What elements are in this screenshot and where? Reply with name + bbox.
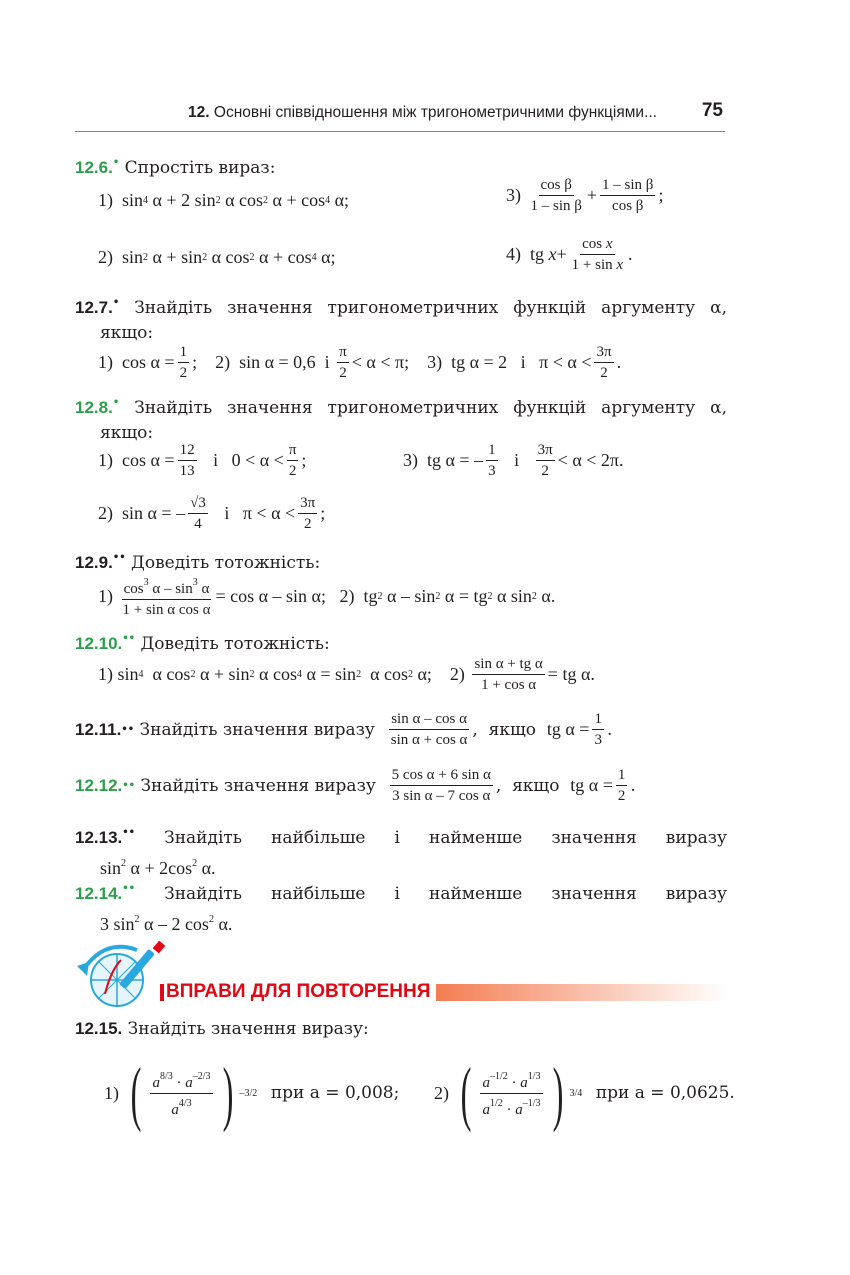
exercise-12-9: 12.9.•• Доведіть тотожність: — [75, 552, 321, 573]
exercise-12-11: 12.11. •• Знайдіть значення виразу sin α – cos α sin α + cos α , якщо tg α = $\frac{1}{3}$ . — [75, 711, 613, 748]
exercise-number: 12.12. — [75, 775, 123, 795]
exercise-number: 12.6. — [75, 158, 113, 177]
exercise-number: 12.15. — [75, 1019, 123, 1038]
exercise-12-6: 12.6.• Спростіть вираз: — [75, 157, 276, 178]
ex-12-7-items: 1) cos α = 1 2 ; 2) sin α = 0,6 і π 2 < α < π; 3) tg α = 2 і π < α < 3π 2 . — [98, 344, 622, 381]
exercise-12-14: 12.14.•• Знайдіть найбільше і найменше значення виразу 3 $\sin^2 \alpha - 2$ $\cos^2 \alpha$. — [75, 883, 727, 934]
exercise-12-12: 12.12. •• Знайдіть значення виразу 5 cos α + 6 sin α 3 sin α – 7 cos α , якщо tg α = $\frac{1}{2}$ . — [75, 767, 636, 804]
exercise-number: 12.7. — [75, 298, 113, 317]
ex-12-15-item-2: 2) ( $a^{-1/2} \cdot a^{1/3}$ $a^{1/2} \cdot a^{-1/3}$ ) 3/4 при a = 0,0625. — [434, 1053, 735, 1133]
ex-12-15-item-1: 1) ( $a^{8/3} \cdot a^{-2/3}$ $a^{4/3}$ ) –3/2 при a = 0,008; — [104, 1053, 400, 1133]
exercise-number: 12.8. — [75, 398, 113, 417]
exercise-number: 12.11. — [75, 719, 122, 739]
ex-12-10-items: 1) sin 4 α cos 2 α + sin 2 α cos 4 α = sin 2 α cos 2 α; 2) sin α + tg α 1 + cos α = tg α. — [98, 656, 595, 693]
exercise-number: 12.13. — [75, 828, 123, 847]
page-number: 75 — [701, 100, 723, 121]
ex-12-6-item-4: 4) tg x + cos x 1 + sin x . — [506, 236, 633, 273]
ex-12-8-item-3: 3) tg α = – 1 3 і 3π 2 < α < 2π. — [403, 442, 624, 479]
exercise-12-7: 12.7.• Знайдіть значення тригонометричних функцій аргументу α, якщо: — [75, 297, 727, 343]
ex-12-8-item-1: 1) cos α = 12 13 і 0 < α < π 2 ; — [98, 442, 307, 479]
exercise-text: Спростіть вираз: — [124, 158, 276, 178]
review-exercises-banner — [75, 940, 727, 1010]
exercise-12-8: 12.8.• Знайдіть значення тригонометричних функцій аргументу α, якщо: — [75, 397, 727, 443]
ex-12-8-item-2: 2) sin α = – √3 4 і π < α < 3π 2 ; — [98, 495, 326, 532]
ex-12-6-item-1: 1) sin 4 α + 2 sin 2 α cos 2 α + cos 4 α; — [98, 190, 350, 210]
exercise-number: 12.9. — [75, 553, 113, 572]
page-header — [75, 98, 725, 132]
exercise-12-13: 12.13.•• Знайдіть найбільше і найменше значення виразу $\sin^2 \alpha + 2\cos^2$ α. — [75, 827, 727, 878]
exercise-number: 12.14. — [75, 884, 123, 903]
banner-title: ВПРАВИ ДЛЯ ПОВТОРЕННЯ — [164, 978, 436, 1006]
ex-12-6-item-3: 3) cos β 1 – sin β + 1 – sin β cos β ; — [506, 177, 664, 214]
ex-12-6-item-2: 2) sin 2 α + sin 2 α cos 2 α + cos 4 α; — [98, 247, 336, 267]
exercise-12-15: 12.15. Знайдіть значення виразу: — [75, 1019, 369, 1039]
ex-12-9-items: 1) $\cos^3 \alpha - \sin^3 \alpha$ 1 + sin α cos α = cos α – sin α; 2) tg 2 α – sin 2 α = tg 2 α sin 2 α. — [98, 574, 555, 619]
exercise-number: 12.10. — [75, 634, 123, 653]
section-title: 12. Основні співвідношення між тригонометричними функціями... — [188, 104, 657, 121]
exercise-12-10: 12.10.•• Доведіть тотожність: — [75, 633, 330, 654]
